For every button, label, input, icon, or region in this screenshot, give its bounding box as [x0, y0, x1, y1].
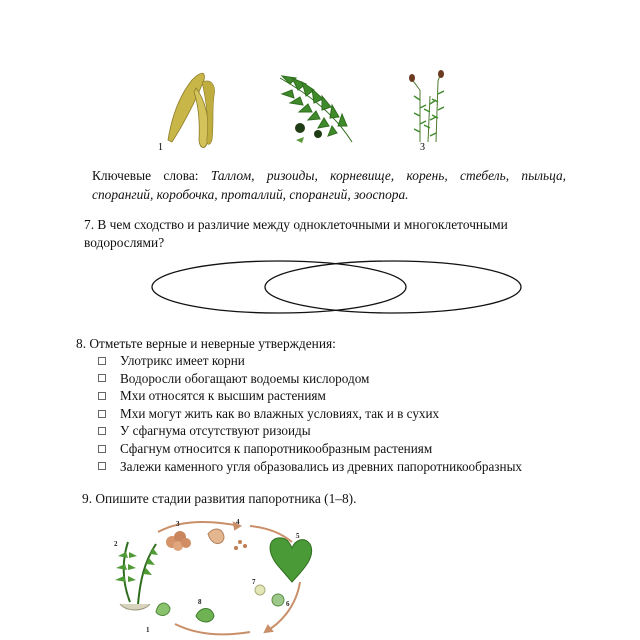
figure-label-3: 3: [420, 142, 425, 153]
keywords-label: Ключевые слова:: [92, 168, 199, 183]
question-7: 7. В чем сходство и различие между одноклеточными и многоклеточными водорослями?: [84, 217, 508, 250]
stage-label-2: 2: [114, 540, 118, 548]
stage-young-sporophyte: [156, 603, 214, 622]
statement-item: [98, 405, 522, 423]
statement-text: Водоросли обогащают водоемы кислородом: [120, 370, 370, 386]
algae-thallus-figure: [168, 73, 215, 147]
statement-checkbox[interactable]: [98, 392, 106, 400]
statement-checkbox[interactable]: [98, 374, 106, 382]
stage-label-4: 4: [236, 518, 240, 526]
venn-diagram: [150, 258, 525, 338]
statement-checkbox[interactable]: [98, 427, 106, 435]
statement-item: [98, 387, 522, 405]
stage-label-7: 7: [252, 578, 256, 586]
keywords-paragraph: [92, 166, 566, 204]
statement-text: Мхи относятся к высшим растениям: [120, 388, 326, 404]
stage-label-6: 6: [286, 600, 290, 608]
statement-checkbox[interactable]: [98, 410, 106, 418]
figure-label-1: 1: [158, 142, 163, 153]
keywords-terms: Таллом, ризоиды, корневище, корень, стебель, пыльца, спорангий, коробочка, проталлий, спорангий, зооспора.: [92, 168, 566, 202]
stage-gametes: [255, 585, 284, 606]
stage-label-8: 8: [198, 598, 202, 606]
statement-checkbox[interactable]: [98, 445, 106, 453]
question-8-title: 8. Отметьте верные и неверные утверждения:: [76, 336, 336, 351]
venn-right-ellipse[interactable]: [265, 261, 521, 313]
statement-text: У сфагнума отсутствуют ризоиды: [120, 423, 311, 439]
stage-label-5: 5: [296, 532, 300, 540]
statement-checkbox[interactable]: [98, 357, 106, 365]
statement-text: Сфагнум относится к папоротникообразным растениям: [120, 440, 433, 456]
statement-list: [98, 352, 522, 475]
moss-figure: [409, 70, 444, 142]
statement-item: [98, 370, 522, 388]
stage-label-3: 3: [176, 520, 180, 528]
question-9: 9. Опишите стадии развития папоротника (1–8).: [82, 491, 357, 506]
statement-item: [98, 352, 522, 370]
venn-left-ellipse[interactable]: [152, 261, 406, 313]
plant-illustrations: [0, 0, 640, 160]
stage-sporangia: [166, 531, 191, 551]
statement-item: [98, 458, 522, 476]
stage-fern-plant: [115, 542, 158, 610]
stage-prothallus: [270, 538, 312, 582]
fern-life-cycle-diagram: [100, 512, 320, 640]
stage-label-1: 1: [146, 626, 150, 634]
statement-checkbox[interactable]: [98, 462, 106, 470]
statement-item: [98, 440, 522, 458]
statement-text: Мхи могут жить как во влажных условиях, так и в сухих: [120, 405, 440, 421]
statement-text: Залежи каменного угля образовались из древних папоротникообразных: [120, 458, 523, 474]
stage-spores: [208, 529, 247, 550]
fern-frond-figure: [280, 76, 352, 143]
statement-item: [98, 422, 522, 440]
statement-text: Улотрикс имеет корни: [120, 353, 245, 368]
